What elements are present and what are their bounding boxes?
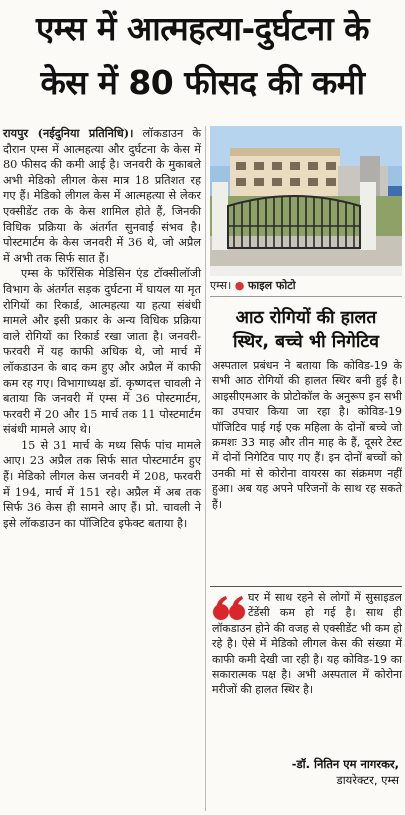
headline bbox=[6, 2, 399, 110]
quote-mark-icon bbox=[212, 593, 246, 627]
headline-line-2: केस में 80 फीसद की कमी bbox=[40, 63, 365, 102]
photo-caption bbox=[210, 279, 402, 293]
headline-line-1: एम्स में आत्महत्या-दुर्घटना के bbox=[35, 9, 370, 48]
quote-attribution bbox=[292, 756, 399, 788]
aiims-gate-photo bbox=[210, 126, 402, 276]
caption-label: फाइल फोटो bbox=[247, 279, 296, 292]
caption-divider bbox=[210, 296, 402, 297]
caption-prefix: एम्स। bbox=[210, 279, 232, 292]
caption-bullet-icon: ● bbox=[234, 279, 245, 292]
sidebar-subhead bbox=[210, 306, 402, 354]
quote-divider bbox=[210, 586, 402, 587]
sidebar-subhead-line-2: स्थिर, बच्चे भी निगेटिव bbox=[233, 332, 379, 352]
article-body bbox=[3, 126, 201, 531]
quote-author-designation: डायरेक्टर, एम्स bbox=[336, 773, 399, 787]
dateline: रायपुर (नईदुनिया प्रतिनिधि)। bbox=[3, 126, 134, 140]
article-paragraph-3: 15 से 31 मार्च के मध्य सिर्फ पांच मामले आए। 23 अप्रैल तक सिर्फ सात पोस्टमार्टम हुए हैं। मेडिको लीगल केस जनवरी में 208, फरवरी में 194, मार्च में 151 रहे। अप्रैल में अब तक सिर्फ 36 केस ही सामने आए हैं। प्रो. चावली ने इसे लॉकडाउन का पॉजिटिव इफेक्ट बताया है। bbox=[3, 438, 201, 530]
article-paragraph-1 bbox=[3, 126, 201, 266]
sidebar-body: अस्पताल प्रबंधन ने बताया कि कोविड-19 के सभी आठ रोगियों की हालत स्थिर बनी हुई है। आइसीएमआर के प्रोटोकॉल के अनुरूप इन सभी का उपचार किया जा रहा है। कोविड-19 पॉजिटिव पाई गई एक महिला के दोनों बच्चे जो क्रमशः 33 माह और तीन माह के हैं, दूसरे टेस्ट में दोनों निगेटिव पाए गए हैं। इन दोनों बच्चों को उनकी मां से कोरोना वायरस का संक्रमण नहीं हुआ। अब यह अपने परिजनों के साथ रह सकते हैं। bbox=[212, 359, 402, 511]
sidebar-subhead-line-1: आठ रोगियों की हालत bbox=[235, 308, 377, 328]
article-paragraph-2: एम्स के फॉरेंसिक मेडिसिन एंड टॉक्सीलॉजी विभाग के अंतर्गत सड़क दुर्घटना में घायल या मृत रोगियों का रिकार्ड, आत्महत्या या हत्या संबंधी मामले और इसी प्रकार के अन्य विधिक प्रक्रिया वाले रोगियों का रिकार्ड रखा जाता है। जनवरी-फरवरी में यह काफी अधिक थे, जो मार्च में लॉकडाउन के बाद कम हुए और अप्रैल में काफी कम रह गए। विभागाध्यक्ष डॉ. कृष्णदत्त चावली ने बताया कि जनवरी में एम्स में 36 पोस्टमार्टम, फरवरी में 20 और 15 मार्च तक 11 पोस्टमार्टम संबंधी मामले आए थे। bbox=[3, 267, 201, 437]
column-divider bbox=[205, 126, 206, 811]
quote-author-name: -डॉ. नितिन एम नागरकर, bbox=[291, 757, 399, 771]
article-paragraph-1-text: लॉकडाउन के दौरान एम्स में आत्महत्या और दुर्घटना के केस में 80 फीसद की कमी आई है। जनवरी के मुकाबले अभी मेडिको लीगल केस मात्र 18 प्रतिशत रह गए हैं। मेडिको लीगल केस में आत्महत्या से लेकर एक्सीडेंट तक के केस शामिल होते हैं, जिनकी विधिक प्रक्रिया के अंतर्गत सुनवाई संभव है। पोस्टमार्टम के केस जनवरी में 36 थे, जो अप्रैल में अभी तक सिर्फ सात हैं। bbox=[3, 127, 202, 265]
aiims-gate-illustration bbox=[210, 126, 402, 276]
quote-text: घर में साथ रहने से लोगों में सुसाइडल टेंडेंसी कम हो गई है। साथ ही लॉकडाउन होने की वजह से एक्सीडेंट भी कम हो रहे है। ऐसे में मेडिको लीगल केस की संख्या में काफी कमी देखी जा रही है। यह कोविड-19 का सकारात्मक पक्ष है। अभी अस्पताल में कोरोना मरीजों की हालत स्थिर है। bbox=[212, 591, 402, 697]
